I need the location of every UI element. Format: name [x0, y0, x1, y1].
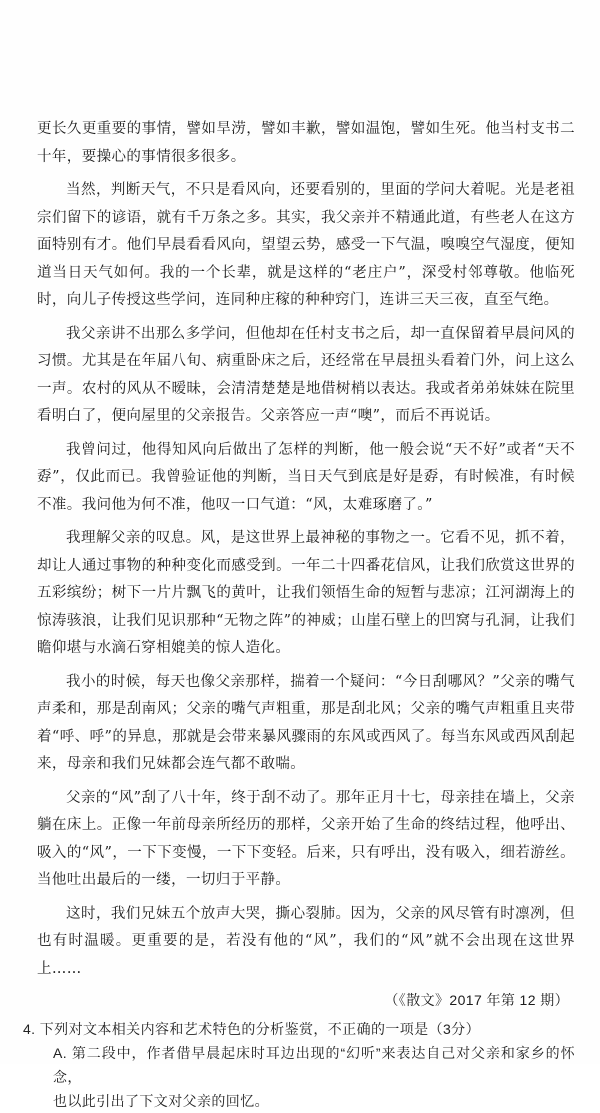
paragraph-4: 我曾问过，他得知风向后做出了怎样的判断，他一般会说“天不好”或者“天不孬”，仅此而已。我曾验证他的判断，当日天气到底是好是孬，有时候准，有时候不准。我问他为何不准，他叹一口气道：“风，太难琢磨了。”	[37, 441, 575, 513]
option-a: A. 第二段中，作者借早晨起床时耳边出现的“幻听”来表达自己对父亲和家乡的怀念，	[53, 1044, 575, 1085]
question-number: 4.	[23, 1020, 36, 1037]
question-stem: 下列对文本相关内容和艺术特色的分析鉴赏，不正确的一项是（3分）	[39, 1020, 480, 1037]
paragraph-1: 更长久更重要的事情，譬如旱涝，譬如丰歉，譬如温饱，譬如生死。他当村支书二十年，要操心的事情很多很多。	[37, 121, 575, 165]
paragraph-3: 我父亲讲不出那么多学问，但他却在任村支书之后，却一直保留着早晨问风的习惯。尤其是在年届八旬、病重卧床之后，还经常在早晨扭头看着门外，问上这么一声。农村的风从不暧昧，会清清楚楚是地借树梢以表达。我或者弟弟妹妹在院里看明白了，便向屋里的父亲报告。父亲答应一声“噢”，而后不再说话。	[37, 325, 575, 424]
paragraph-2: 当然，判断天气，不只是看风向，还要看别的，里面的学问大着呢。光是老祖宗们留下的谚语，就有千万条之多。其实，我父亲并不精通此道，有些老人在这方面特别有才。他们早晨看看风向，望望云势，感受一下气温，嗅嗅空气湿度，便知道当日天气如何。我的一个长辈，就是这样的“老庄户”，深受村邻尊敬。他临死时，向儿子传授这些学问，连同种庄稼的种种窍门，连讲三天三夜，直至气绝。	[37, 182, 575, 308]
paragraph-6: 我小的时候，每天也像父亲那样，揣着一个疑问：“今日刮哪风？”父亲的嘴气声柔和，那是刮南风；父亲的嘴气声粗重，那是刮北风；父亲的嘴气声粗重且夹带着“呼、呼”的异息，那就是会带来暴风骤雨的东风或西风了。每当东风或西风刮起来，母亲和我们兄妹都会连气都不敢喘。	[37, 673, 575, 772]
paragraph-7: 父亲的“风”刮了八十年，终于刮不动了。那年正月十七，母亲挂在墙上，父亲躺在床上。正像一年前母亲所经历的那样，父亲开始了生命的终结过程，他呼出、吸入的“风”，一下下变慢，一下下变轻。后来，只有呼出，没有吸入，细若游丝。当他吐出最后的一缕，一切归于平静。	[37, 789, 575, 888]
paragraph-5: 我理解父亲的叹息。风，是这世界上最神秘的事物之一。它看不见，抓不着，却让人通过事物的种种变化而感受到。一年二十四番花信风，让我们欣赏这世界的五彩缤纷；树下一片片飘飞的黄叶，让我们领悟生命的短暂与悲凉；江河湖海上的惊涛骇浪，让我们见识那种“无物之阵”的神威；山崖石壁上的凹窝与孔洞，让我们瞻仰堪与水滴石穿相媲美的惊人造化。	[37, 530, 575, 656]
essay-body	[23, 116, 575, 1113]
paragraph-8: 这时，我们兄妹五个放声大哭，撕心裂肺。因为，父亲的风尽管有时凛冽，但也有时温暖。更重要的是，若没有他的“风”，我们的“风”就不会出现在这世界上……	[37, 905, 575, 977]
option-a-continued: 也以此引出了下文对父亲的回忆。	[53, 1092, 269, 1109]
source-citation: （《散文》2017 年第 12 期）	[384, 992, 569, 1008]
question-4	[23, 1017, 575, 1041]
